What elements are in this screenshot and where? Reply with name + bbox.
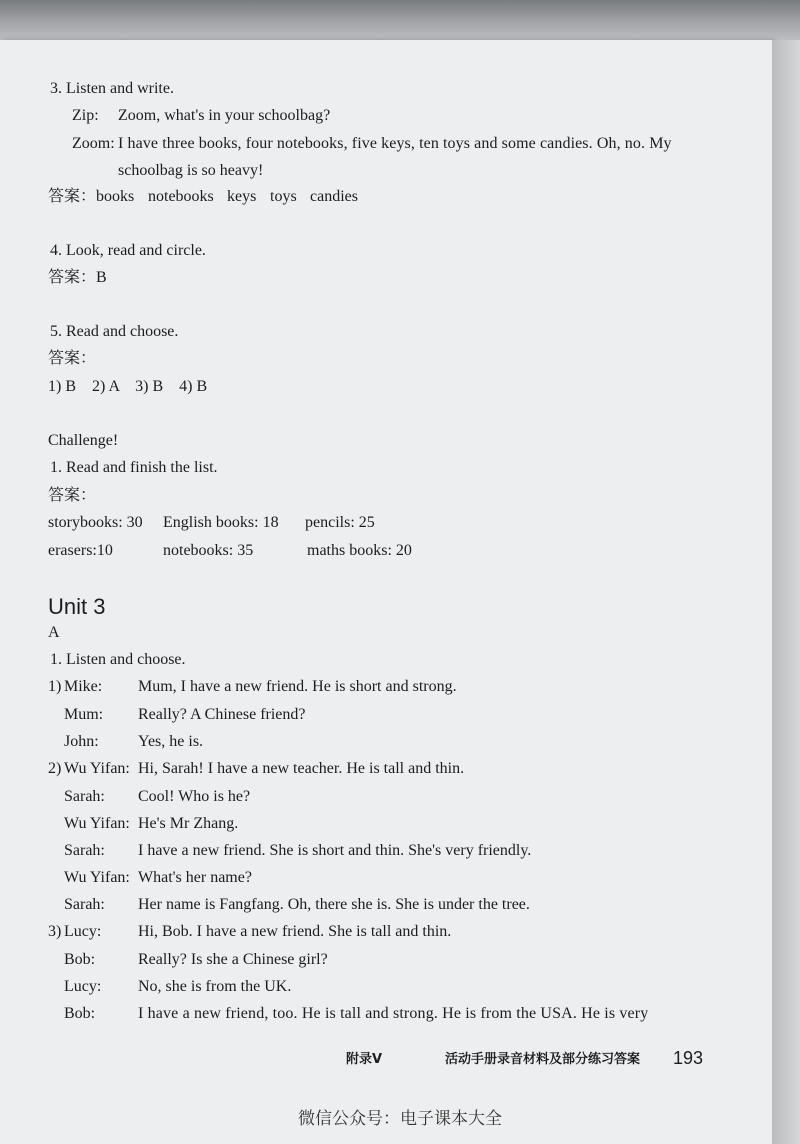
dialogue-text: schoolbag is so heavy!: [118, 162, 264, 179]
challenge-item: 1. Read and finish the list.: [50, 459, 218, 476]
part-label: A: [48, 624, 60, 641]
dialogue-speaker: Zip:: [72, 107, 99, 124]
answer-word: candies: [310, 188, 358, 205]
dialogue-text: Yes, he is.: [138, 733, 204, 750]
dialogue-speaker: Sarah:: [64, 842, 105, 859]
answer-text: 答案：B: [48, 269, 107, 286]
watermark-text: 微信公众号：电子课本大全: [298, 1109, 502, 1129]
exercise-title: 1. Listen and choose.: [50, 651, 186, 668]
challenge-title: Challenge!: [48, 432, 119, 449]
dialogue-text: Hi, Bob. I have a new friend. She is tall and thin.: [138, 923, 452, 940]
dialogue-speaker: Mike:: [64, 678, 103, 695]
answer-word: notebooks: [148, 188, 214, 205]
dialogue-speaker: Bob:: [64, 1005, 96, 1022]
list-entry: erasers:10: [48, 542, 113, 559]
dialogue-speaker: Wu Yifan:: [64, 815, 130, 832]
answer-word: keys: [227, 188, 257, 205]
dialogue-speaker: Zoom:: [72, 135, 115, 152]
answer-label: 答案：: [48, 350, 97, 367]
footer-appendix: 附录V: [346, 1052, 383, 1067]
dialogue-text: I have a new friend. She is short and thin. She's very friendly.: [138, 842, 532, 859]
dialogue-speaker: John:: [64, 733, 99, 750]
dialogue-text: He's Mr Zhang.: [138, 815, 239, 832]
dialogue-text: Mum, I have a new friend. He is short and strong.: [138, 678, 457, 695]
dialogue-speaker: Sarah:: [64, 788, 105, 805]
dialogue-text: No, she is from the UK.: [138, 978, 292, 995]
dialogue-text: Really? Is she a Chinese girl?: [138, 951, 328, 968]
section-3-title: 3. Listen and write.: [50, 80, 174, 97]
dialogue-speaker: Mum:: [64, 706, 104, 723]
list-entry: notebooks: 35: [163, 542, 254, 559]
answer-label: 答案：: [48, 487, 97, 504]
answer-label: 答案：: [48, 188, 97, 205]
dialogue-speaker: Sarah:: [64, 896, 105, 913]
unit-heading: Unit 3: [48, 594, 106, 619]
list-entry: pencils: 25: [305, 514, 375, 531]
dialogue-speaker: Lucy:: [64, 923, 102, 940]
list-entry: English books: 18: [163, 514, 279, 531]
footer-title: 活动手册录音材料及部分练习答案: [445, 1052, 641, 1067]
dialogue-number: 1): [48, 678, 62, 695]
answer-list: 1) B 2) A 3) B 4) B: [48, 378, 208, 395]
dialogue-text: Zoom, what's in your schoolbag?: [118, 107, 331, 124]
dialogue-text: Hi, Sarah! I have a new teacher. He is tall and thin.: [138, 760, 465, 777]
dialogue-text: What's her name?: [138, 869, 252, 886]
answer-word: toys: [270, 188, 297, 205]
dialogue-number: 3): [48, 923, 62, 940]
dialogue-text: Her name is Fangfang. Oh, there she is. She is under the tree.: [138, 896, 530, 913]
dialogue-text: Cool! Who is he?: [138, 788, 251, 805]
page-binding-edge: [772, 40, 800, 1144]
dialogue-number: 2): [48, 760, 62, 777]
list-entry: maths books: 20: [307, 542, 412, 559]
answer-word: books: [96, 188, 135, 205]
dialogue-text: I have a new friend, too. He is tall and strong. He is from the USA. He is very: [138, 1005, 649, 1022]
dialogue-text: I have three books, four notebooks, five keys, ten toys and some candies. Oh, no. My: [118, 135, 672, 152]
dialogue-speaker: Bob:: [64, 951, 96, 968]
page-number: 193: [673, 1048, 704, 1068]
dialogue-speaker: Wu Yifan:: [64, 760, 130, 777]
dialogue-text: Really? A Chinese friend?: [138, 706, 306, 723]
section-5-title: 5. Read and choose.: [50, 323, 179, 340]
list-entry: storybooks: 30: [48, 514, 143, 531]
dialogue-speaker: Lucy:: [64, 978, 102, 995]
section-4-title: 4. Look, read and circle.: [50, 242, 206, 259]
dialogue-speaker: Wu Yifan:: [64, 869, 130, 886]
